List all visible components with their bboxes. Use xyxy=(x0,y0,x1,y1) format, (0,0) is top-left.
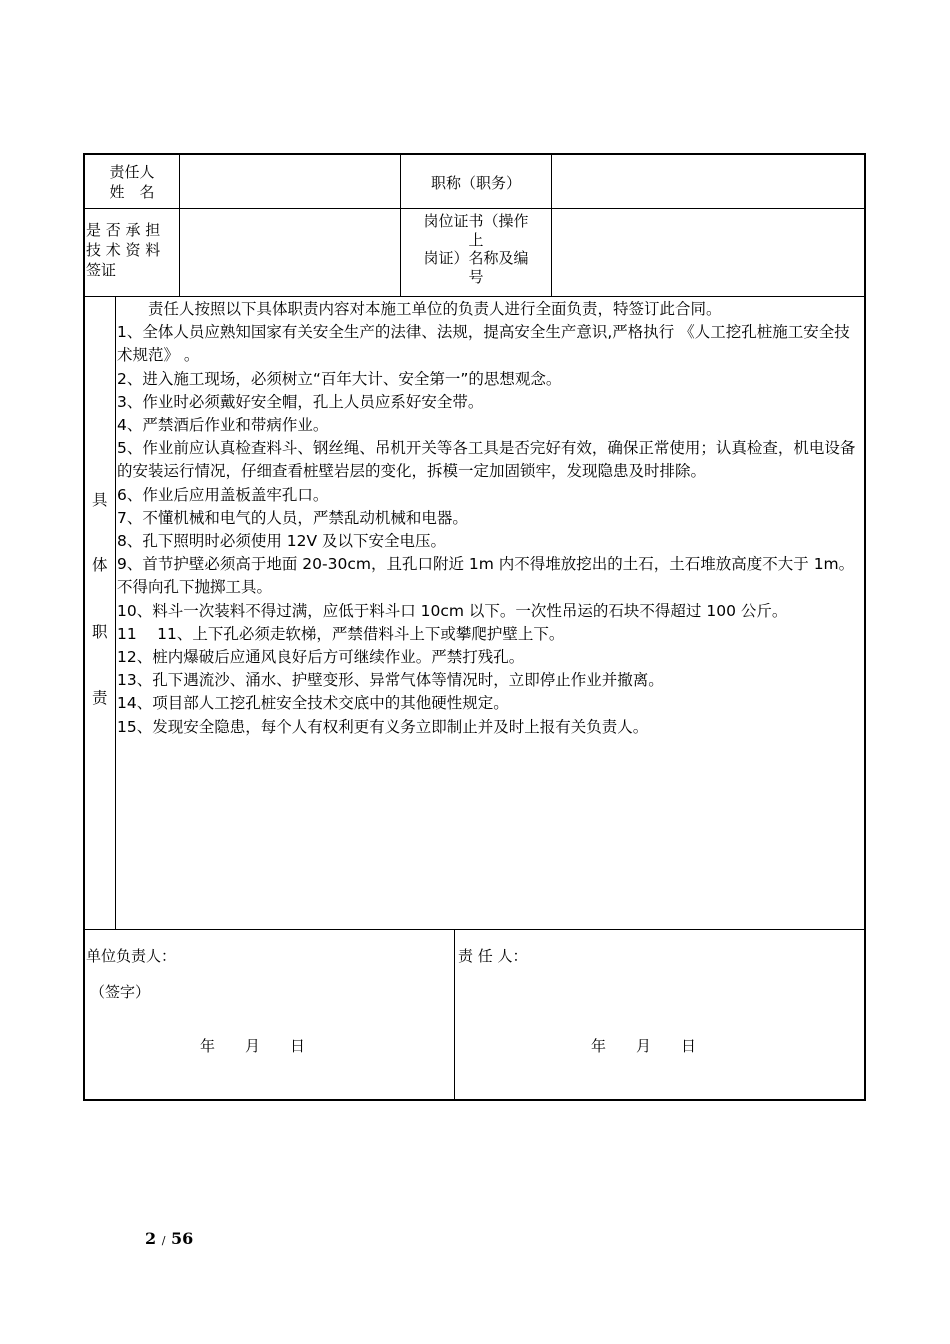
page-separator: / xyxy=(161,1234,166,1247)
duty-item: 11 11、上下孔必须走软梯，严禁借料斗上下或攀爬护壁上下。 xyxy=(117,624,565,643)
cert-label-line1: 岗位证书（操作 xyxy=(423,212,529,230)
col-divider xyxy=(115,296,116,929)
col-divider xyxy=(454,929,455,1100)
duty-item: 4、严禁酒后作业和带病作业。 xyxy=(117,416,329,435)
date-left: 年 月 日 xyxy=(200,1037,306,1055)
page-number xyxy=(145,1229,193,1248)
duty-item: 1、全体人员应熟知国家有关安全生产的法律、法规，提高安全生产意识,严格执行 《人工挖孔桩施工安全技术规范》 。 xyxy=(117,323,850,365)
row-divider xyxy=(84,208,865,209)
side-label-char: 责 xyxy=(92,689,108,707)
page-total: 56 xyxy=(171,1229,194,1248)
tech-label-line1: 是 否 承 担 xyxy=(86,221,161,239)
duty-item: 15、发现安全隐患，每个人有权利更有义务立即制止并及时上报有关负责人。 xyxy=(117,717,649,736)
tech-label xyxy=(86,220,178,280)
row-divider xyxy=(84,296,865,297)
col-divider xyxy=(400,154,401,296)
col-divider xyxy=(179,154,180,296)
title-label: 职称（职务） xyxy=(430,174,521,192)
side-label-char: 具 xyxy=(92,491,108,509)
tech-label-line2: 技 术 资 料 xyxy=(86,241,161,259)
duty-item: 2、进入施工现场，必须树立“百年大计、安全第一”的思想观念。 xyxy=(117,369,562,388)
cert-label-line2: 上 xyxy=(468,230,484,249)
responsible-person-label: 责 任 人： xyxy=(458,947,528,965)
duty-item: 5、作业前应认真检查料斗、钢丝绳、吊机开关等各工具是否完好有效，确保正常使用；认真检查，机电设备的安装运行情况，仔细查看桩壁岩层的变化，拆模一定加固锁牢，发现隐患及时排除。 xyxy=(117,439,856,481)
duty-item: 7、不懂机械和电气的人员，严禁乱动机械和电器。 xyxy=(117,508,468,527)
duty-item: 6、作业后应用盖板盖牢孔口。 xyxy=(117,485,329,504)
tech-label-line3: 签证 xyxy=(86,261,117,279)
duties-body xyxy=(117,298,865,739)
duty-item: 8、孔下照明时必须使用 12V 及以下安全电压。 xyxy=(117,532,447,551)
duty-item: 12、桩内爆破后应通风良好后方可继续作业。严禁打残孔。 xyxy=(117,648,525,667)
title-value[interactable] xyxy=(554,160,862,206)
page-current: 2 xyxy=(145,1229,157,1248)
date-right: 年 月 日 xyxy=(591,1037,697,1055)
cert-label-line3: 岗证）名称及编 xyxy=(423,249,529,267)
tech-value[interactable] xyxy=(182,212,397,292)
col-divider xyxy=(551,154,552,296)
name-label-line2: 姓 名 xyxy=(109,183,155,201)
row-divider xyxy=(84,929,865,930)
duty-item: 3、作业时必须戴好安全帽，孔上人员应系好安全带。 xyxy=(117,392,484,411)
duty-item: 10、料斗一次装料不得过满，应低于料斗口 10cm 以下。一次性吊运的石块不得超过 100 公斤。 xyxy=(117,601,788,620)
cert-label-line4: 号 xyxy=(468,267,484,286)
duties-intro: 责任人按照以下具体职责内容对本施工单位的负责人进行全面负责，特签订此合同。 xyxy=(117,300,722,318)
duty-item: 13、孔下遇流沙、涌水、护壁变形、异常气体等情况时，立即停止作业并撤离。 xyxy=(117,671,664,690)
duty-item: 14、项目部人工挖孔桩安全技术交底中的其他硬性规定。 xyxy=(117,694,509,713)
side-label-char: 职 xyxy=(92,623,108,641)
unit-leader-label: 单位负责人： xyxy=(86,947,177,965)
duty-item: 9、首节护壁必须高于地面 20-30cm，且孔口附近 1m 内不得堆放挖出的土石，土石堆放高度不大于 1m。不得向孔下抛掷工具。 xyxy=(117,555,855,597)
name-label-line1: 责任人 xyxy=(109,163,155,181)
cert-value[interactable] xyxy=(554,212,862,292)
name-value[interactable] xyxy=(182,160,397,206)
side-label-char: 体 xyxy=(92,556,108,574)
name-label xyxy=(86,162,178,202)
cert-label xyxy=(402,212,550,286)
signature-label: （签字） xyxy=(90,983,151,1001)
